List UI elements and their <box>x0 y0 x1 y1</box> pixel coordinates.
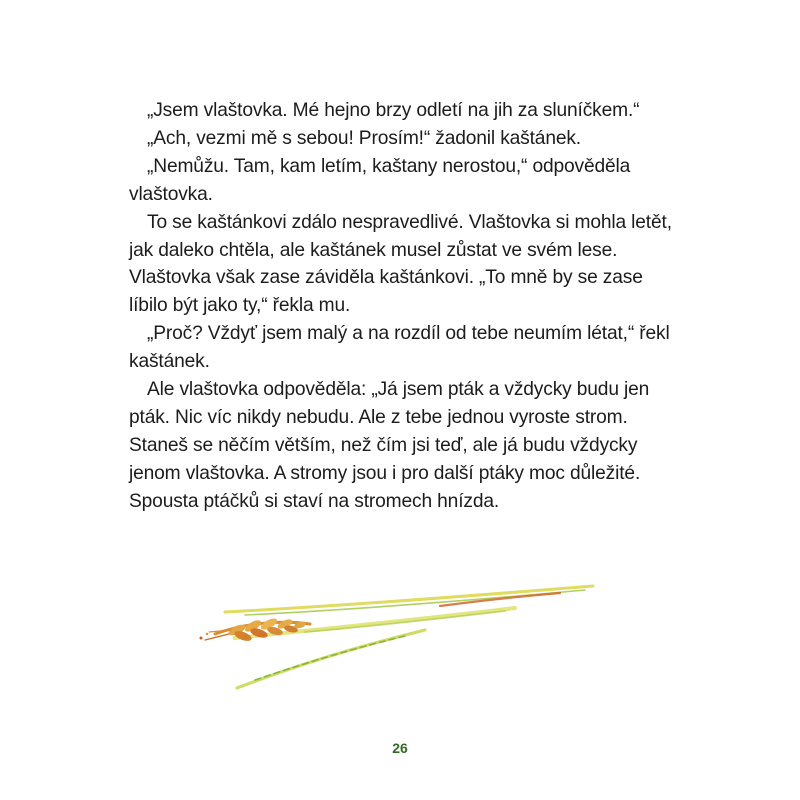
stalk-lower <box>237 630 425 688</box>
wheat-head <box>200 616 311 643</box>
wheat-stalk-illustration <box>185 568 610 698</box>
stalk-red-streak <box>440 593 560 606</box>
paragraph-3: „Nemůžu. Tam, kam letím, kaštany nerostou,“ odpověděla vlaštovka. <box>129 155 631 205</box>
page-number: 26 <box>392 740 408 756</box>
stalk-upper <box>225 586 593 612</box>
paragraph-1: „Jsem vlaštovka. Mé hejno brzy odletí na jih za sluníčkem.“ <box>147 100 640 121</box>
stalk-upper-green <box>245 590 585 615</box>
story-text <box>129 97 674 516</box>
paragraph-6: Ale vlaštovka odpověděla: „Já jsem pták a vždycky budu jen pták. Nic víc nikdy nebudu. Ale z tebe jednou vyroste strom. Staneš se něčím větším, než čím jsi teď, ale já budu vždycky jenom vlaštovka. A stromy jsou i pro další ptáky moc důležité. Spousta ptáčků si staví na stromech hnízda. <box>129 379 650 512</box>
paragraph-2: „Ach, vezmi mě s sebou! Prosím!“ žadonil kaštánek. <box>147 127 581 149</box>
paragraph-5: „Proč? Vždyť jsem malý a na rozdíl od tebe neumím létat,“ řekl kaštánek. <box>129 323 670 373</box>
stalk-middle-green <box>305 611 505 632</box>
paragraph-4: To se kaštánkovi zdálo nespravedlivé. Vlaštovka si mohla letět, jak daleko chtěla, ale kaštánek musel zůstat ve svém lese. Vlaštovka však zase záviděla kaštánkovi. „To mně by se zase líbilo být jako ty,“ řekla mu. <box>129 211 672 317</box>
